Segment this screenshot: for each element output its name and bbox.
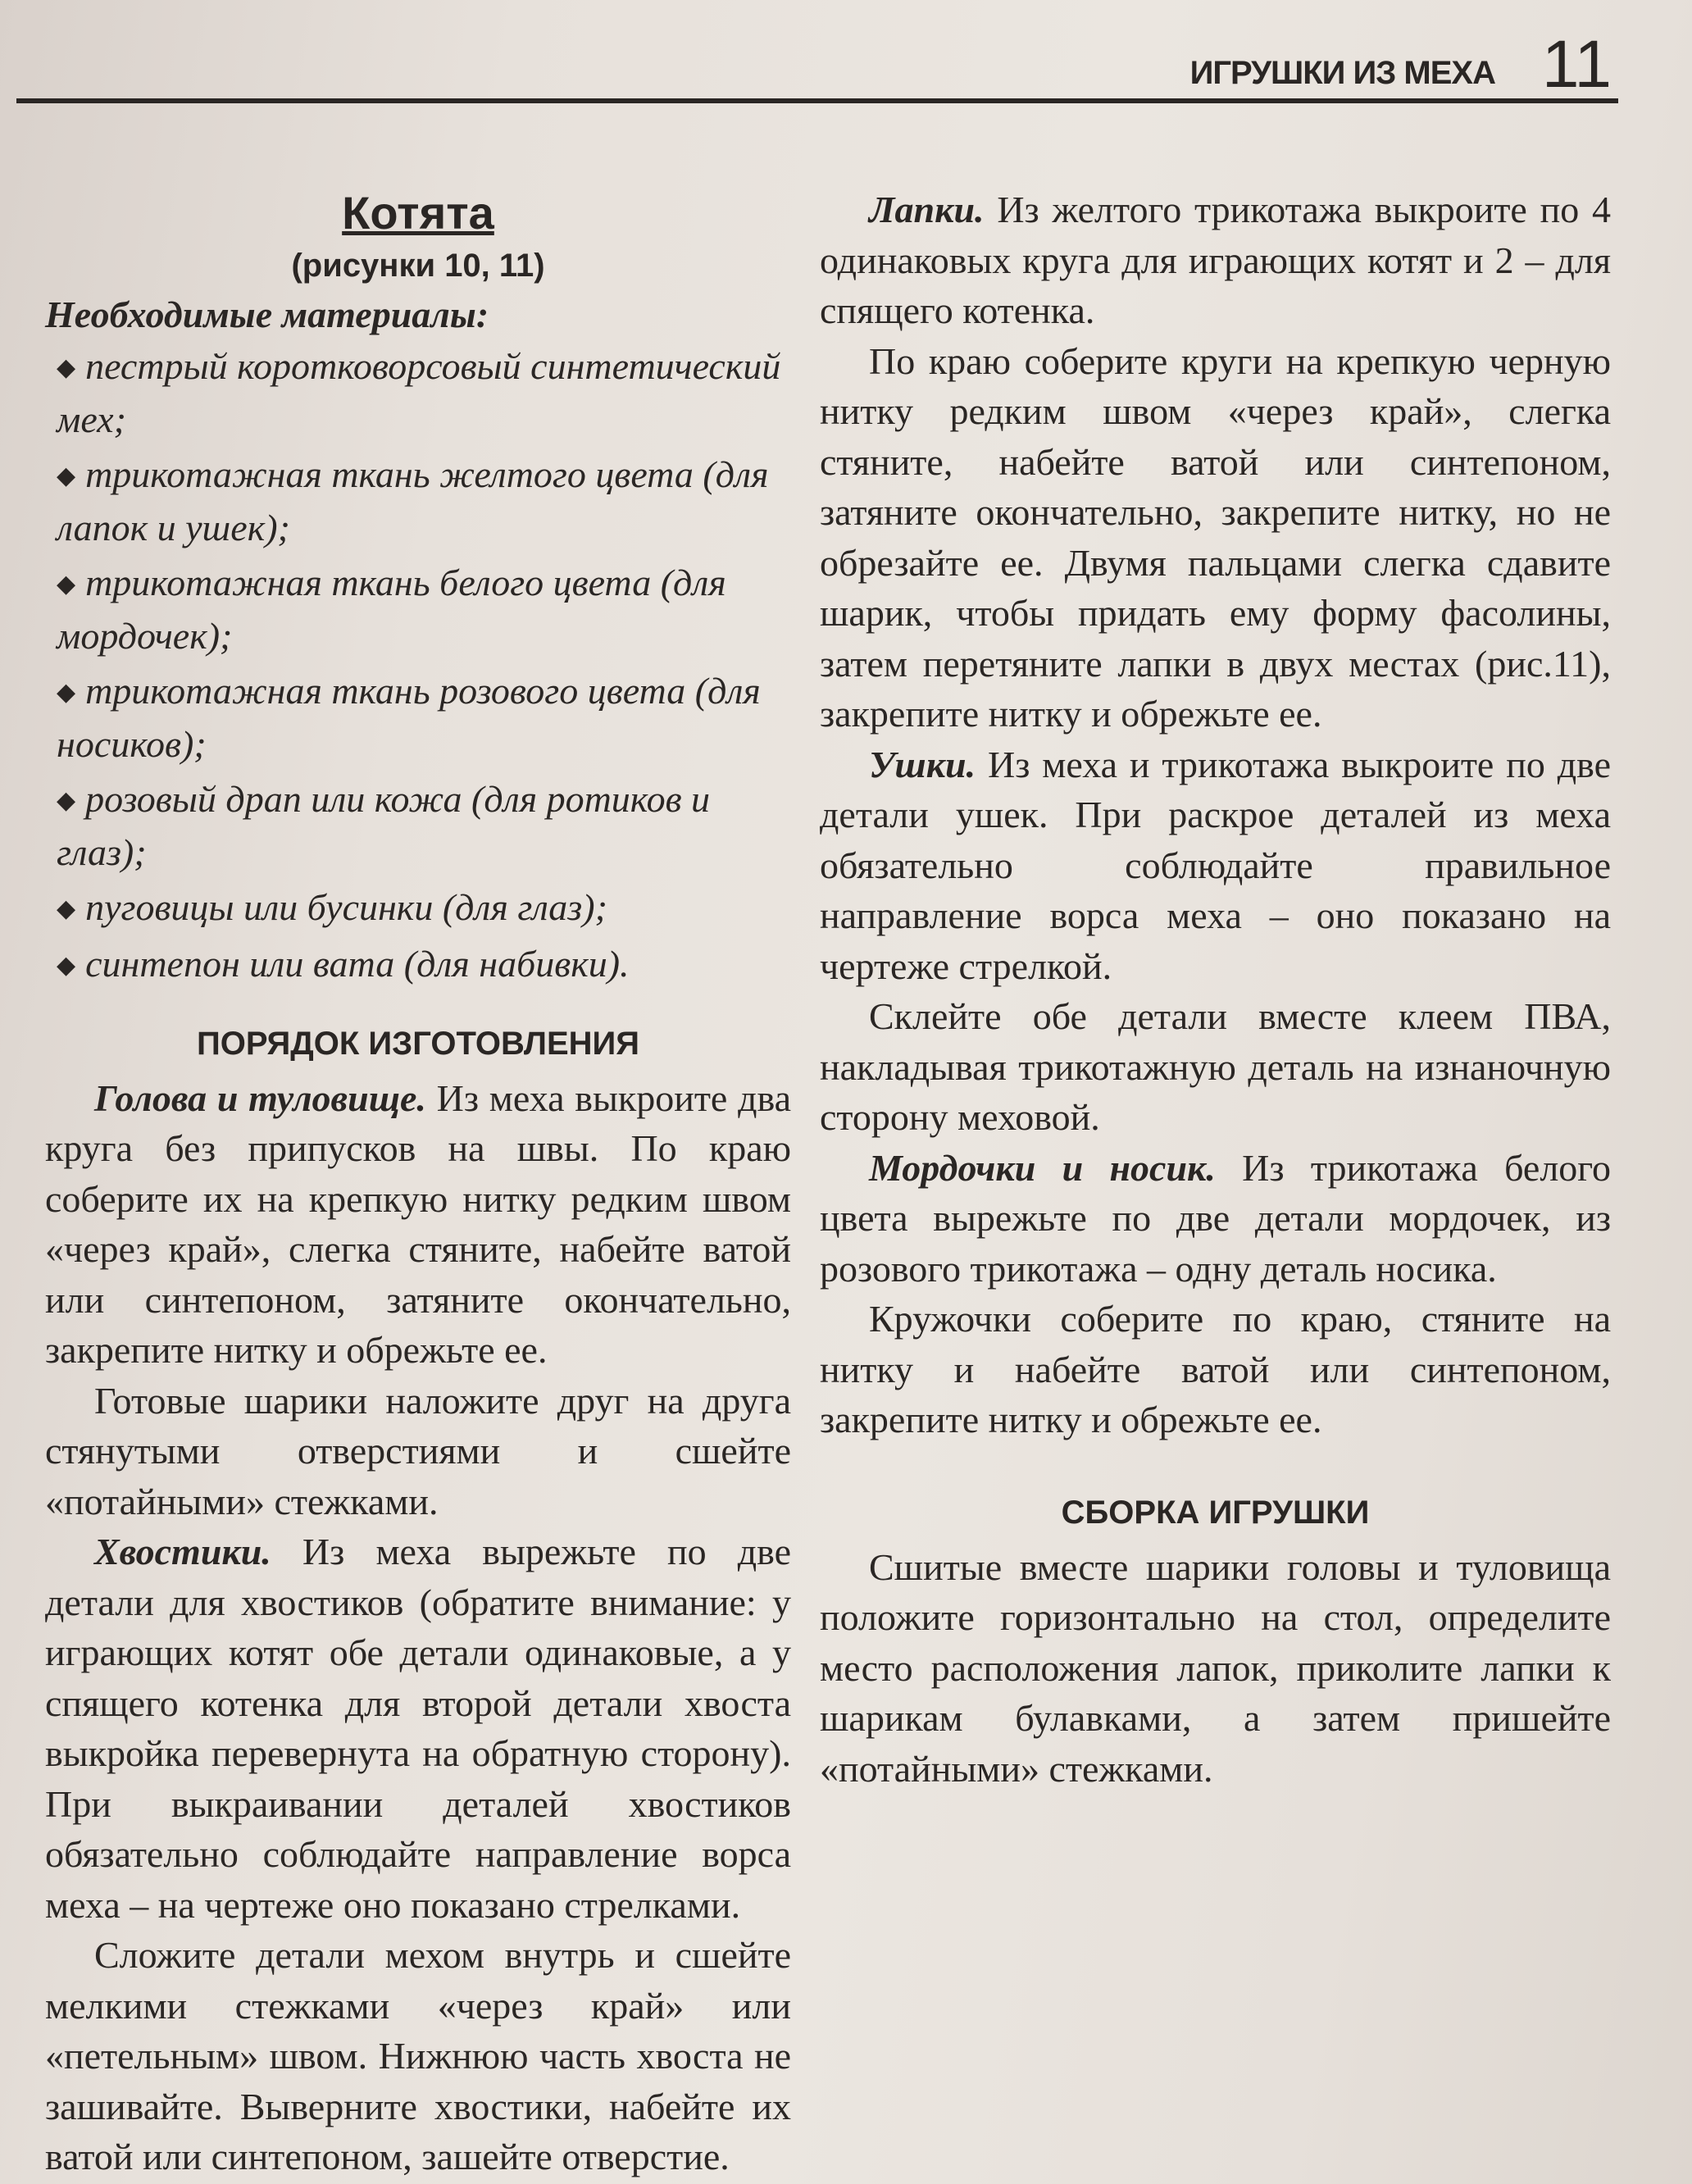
bullet-diamond-icon: ◆ bbox=[57, 678, 76, 706]
material-text: трикотажная ткань розового цвета (для носиков); bbox=[57, 669, 761, 765]
material-text: трикотажная ткань желтого цвета (для лапок и ушек); bbox=[57, 453, 769, 548]
left-column bbox=[45, 184, 791, 2182]
paws-lead: Лапки. bbox=[869, 189, 985, 230]
ears-text: Из меха и трикотажа выкроите по две детали ушек. При раскрое деталей из меха обязательно соблюдайте правильное направление ворса меха – оно показано на чертеже стрелкой. bbox=[820, 743, 1611, 987]
material-item bbox=[57, 665, 791, 770]
ears-lead: Ушки. bbox=[869, 743, 976, 785]
material-text: пестрый коротковорсовый синтетический мех; bbox=[57, 344, 781, 440]
fold-paragraph: Сложите детали мехом внутрь и сшейте мелкими стежками «через край» или «петельным» швом. Нижнюю часть хвоста не зашивайте. Выверните хвостики, набейте их ватой или синтепоном, зашейте отверстие. bbox=[45, 1934, 791, 2177]
article-subtitle: (рисунки 10, 11) bbox=[291, 248, 545, 284]
muzzle-paragraph bbox=[820, 1143, 1611, 1294]
material-item bbox=[57, 881, 791, 935]
circles-paragraph: Кружочки соберите по краю, стяните на нитку и набейте ватой или синтепоном, закрепите нитку и обрежьте ее. bbox=[820, 1298, 1611, 1440]
paws-text: Из желтого трикотажа выкроите по 4 одинаковых круга для играющих котят и 2 – для спящего котенка. bbox=[820, 189, 1611, 331]
materials-heading: Необходимые материалы: bbox=[45, 293, 489, 335]
material-item bbox=[57, 340, 791, 445]
paws-paragraph-2: По краю соберите круги на крепкую черную нитку редким швом «через край», слегка стяните, набейте ватой или синтепоном, затяните окончательно, закрепите нитку, но не обрезайте ее. Двумя пальцами слегка сдавите шарик, чтобы придать ему форму фасолины, затем перетяните лапки в двух местах (рис.11), закрепите нитку и обрежьте ее. bbox=[820, 339, 1611, 735]
procedure-heading: ПОРЯДОК ИЗГОТОВЛЕНИЯ bbox=[196, 1025, 640, 1062]
bullet-diamond-icon: ◆ bbox=[57, 462, 76, 489]
section-name: ИГРУШКИ ИЗ МЕХА bbox=[1189, 55, 1495, 91]
article-title: Котята bbox=[342, 187, 494, 239]
page-header bbox=[16, 16, 1618, 103]
material-item bbox=[57, 938, 791, 991]
muzzle-lead: Мордочки и носик. bbox=[869, 1146, 1216, 1189]
muzzle-text: Из трикотажа белого цвета вырежьте по две детали мордочек, из розового трикотажа – одну деталь носика. bbox=[820, 1146, 1611, 1290]
head-paragraph bbox=[45, 1073, 791, 1376]
tails-paragraph bbox=[45, 1527, 791, 1930]
material-item bbox=[57, 773, 791, 878]
assembly-paragraph: Сшитые вместе шарики головы и туловища положите горизонтально на стол, определите место расположения лапок, приколите лапки к шарикам булавками, а затем пришейте «потайными» стежками. bbox=[820, 1545, 1611, 1790]
paws-paragraph bbox=[820, 184, 1611, 336]
balls-paragraph: Готовые шарики наложите друг на друга стянутыми отверстиями и сшейте «потайными» стежками. bbox=[45, 1379, 791, 1522]
bullet-diamond-icon: ◆ bbox=[57, 353, 76, 381]
glue-paragraph: Склейте обе детали вместе клеем ПВА, накладывая трикотажную деталь на изнаночную сторону меховой. bbox=[820, 995, 1611, 1138]
material-text: розовый драп или кожа (для ротиков и глаз); bbox=[57, 777, 711, 873]
tails-text: Из меха вырежьте по две детали для хвостиков (обратите внимание: у играющих котят обе детали одинаковые, а у спящего котенка для второй детали хвоста выкройка перевернута на обратную сторону). При выкраивании деталей хвостиков обязательно соблюдайте направление ворса меха – на чертеже оно показано стрелками. bbox=[45, 1531, 791, 1926]
material-item bbox=[57, 557, 791, 662]
bullet-diamond-icon: ◆ bbox=[57, 894, 76, 922]
head-text: Из меха выкроите два круга без припусков на швы. По краю соберите их на крепкую нитку редким швом «через край», слегка стяните, набейте ватой или синтепоном, затяните окончательно, закрепите нитку и обрежьте ее. bbox=[45, 1076, 792, 1371]
bullet-diamond-icon: ◆ bbox=[57, 786, 76, 814]
bullet-diamond-icon: ◆ bbox=[57, 570, 76, 598]
tails-lead: Хвостики. bbox=[94, 1531, 271, 1572]
right-column bbox=[820, 184, 1611, 1794]
material-text: трикотажная ткань белого цвета (для мордочек); bbox=[57, 561, 726, 657]
assembly-heading: СБОРКА ИГРУШКИ bbox=[1061, 1494, 1370, 1531]
ears-paragraph bbox=[820, 739, 1611, 992]
page-number: 11 bbox=[1541, 27, 1612, 102]
material-item bbox=[57, 448, 791, 553]
head-lead: Голова и туловище. bbox=[94, 1076, 426, 1119]
material-text: пуговицы или бусинки (для глаз); bbox=[85, 885, 607, 928]
bullet-diamond-icon: ◆ bbox=[57, 951, 76, 979]
material-text: синтепон или вата (для набивки). bbox=[85, 942, 630, 985]
